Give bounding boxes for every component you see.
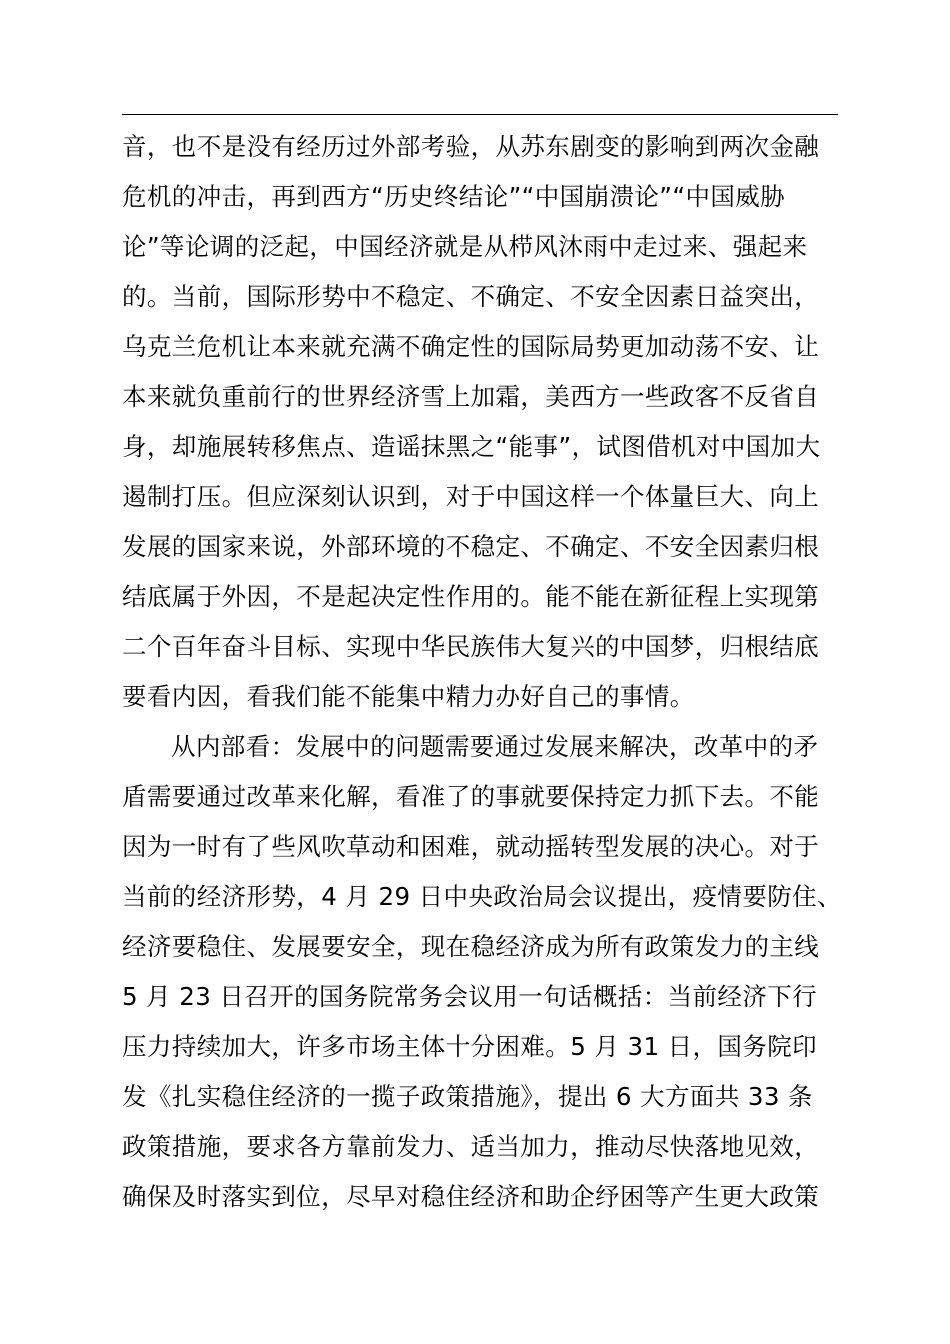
text-line: 盾需要通过改革来化解，看准了的事就要保持定力抓下去。不能 [122,782,820,811]
text-line: 压力持续加大，许多市场主体十分困难。5 月 31 日，国务院印 [122,1032,818,1061]
text-line: 遏制打压。但应深刻认识到，对于中国这样一个体量巨大、向上 [122,482,820,511]
text-line: 当前的经济形势，4 月 29 日中央政治局会议提出，疫情要防住、 [122,882,842,911]
text-line: 危机的冲击，再到西方“历史终结论”“中国崩溃论”“中国威胁 [122,182,786,211]
text-line: 结底属于外因，不是起决定性作用的。能不能在新征程上实现第 [122,582,820,611]
text-line: 要看内因，看我们能不能集中精力办好自己的事情。 [122,682,695,711]
text-line: 论”等论调的泛起，中国经济就是从栉风沐雨中走过来、强起来 [122,232,808,261]
body-text [122,122,852,1222]
text-line: 从内部看：发展中的问题需要通过发展来解决，改革中的矛 [171,732,819,761]
text-line: 发《扎实稳住经济的一揽子政策措施》，提出 6 大方面共 33 条 [122,1082,813,1111]
header-rule [122,114,838,115]
paragraph-2 [122,722,852,1222]
text-line: 政策措施，要求各方靠前发力、适当加力，推动尽快落地见效， [122,1132,820,1161]
text-line: 本来就负重前行的世界经济雪上加霜，美西方一些政客不反省自 [122,382,820,411]
text-line: 的。当前，国际形势中不稳定、不确定、不安全因素日益突出， [122,282,820,311]
text-line: 二个百年奋斗目标、实现中华民族伟大复兴的中国梦，归根结底 [122,632,820,661]
text-line: 因为一时有了些风吹草动和困难，就动摇转型发展的决心。对于 [122,832,820,861]
text-line: 经济要稳住、发展要安全，现在稳经济成为所有政策发力的主线 [122,932,820,961]
text-line: 音，也不是没有经历过外部考验，从苏东剧变的影响到两次金融 [122,132,820,161]
text-line: 确保及时落实到位，尽早对稳住经济和助企纾困等产生更大政策 [122,1182,820,1211]
text-line: 身，却施展转移焦点、造谣抹黑之“能事”，试图借机对中国加大 [122,432,821,461]
text-line: 发展的国家来说，外部环境的不稳定、不确定、不安全因素归根 [122,532,820,561]
paragraph-1 [122,122,852,722]
text-line: 乌克兰危机让本来就充满不确定性的国际局势更加动荡不安、让 [122,332,820,361]
text-line: 5 月 23 日召开的国务院常务会议用一句话概括：当前经济下行 [122,982,818,1011]
